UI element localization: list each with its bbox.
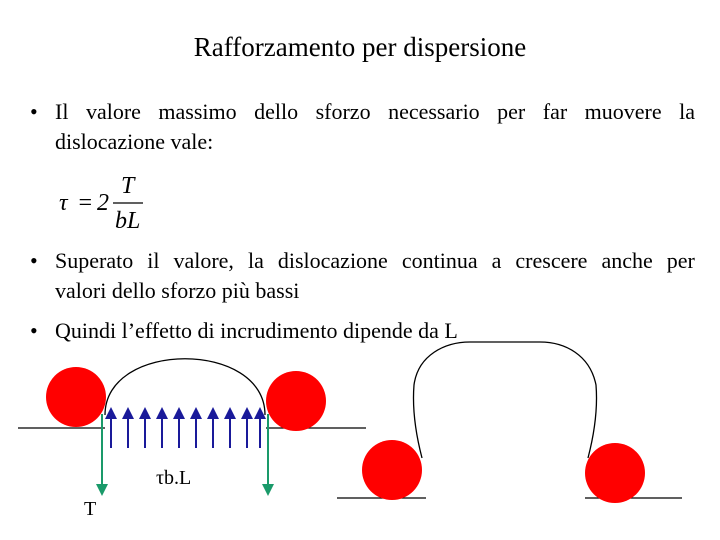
bullet-1-symbol: • xyxy=(30,99,38,124)
slide-title: Rafforzamento per dispersione xyxy=(193,32,527,62)
bullet-2-word: dislocazione xyxy=(277,248,388,273)
formula-denominator: bL xyxy=(115,208,141,234)
particle-left-2 xyxy=(266,371,326,431)
bullet-2-word: anche xyxy=(601,248,653,273)
bullet-2-word: crescere xyxy=(515,248,588,273)
bullet-2-word: il xyxy=(147,248,160,273)
bullet-2-symbol: • xyxy=(30,248,38,273)
bullet-1-word: per xyxy=(497,99,526,124)
force-arrows xyxy=(111,413,260,448)
bullet-1-word: far xyxy=(542,99,568,124)
bullet-2-word: Superato xyxy=(55,248,134,273)
bullet-2-word: la xyxy=(247,248,264,273)
bullet-2-word: a xyxy=(491,248,502,273)
bullet-1-word: la xyxy=(679,99,695,124)
bullet-1-word: necessario xyxy=(388,99,480,124)
particle-right-1 xyxy=(362,440,422,500)
label-tension-t: T xyxy=(84,498,97,520)
bullet-3-text: Quindi l’effetto di incrudimento dipende da L xyxy=(55,318,458,343)
label-tau-bl: τb.L xyxy=(156,467,192,489)
formula-numerator: T xyxy=(121,173,135,199)
formula-coefficient: 2 xyxy=(97,190,109,216)
dislocation-bow-left xyxy=(105,359,265,415)
bullet-1-word: muovere xyxy=(584,99,662,124)
dislocation-loop-right xyxy=(413,342,596,458)
particle-left-1 xyxy=(46,367,106,427)
bullet-1-word: valore xyxy=(85,99,141,124)
bullet-1-word: dello xyxy=(254,99,299,124)
bullet-2-word: continua xyxy=(401,248,478,273)
bullet-2-word: per xyxy=(666,248,695,273)
formula-equals: = xyxy=(77,190,94,216)
bullet-3-symbol: • xyxy=(30,318,38,343)
bullet-2-line-2: valori dello sforzo più bassi xyxy=(55,278,300,304)
bullet-2-word: valore, xyxy=(173,248,234,273)
particle-right-2 xyxy=(585,443,645,503)
bullet-1-word: Il xyxy=(55,99,69,124)
bullet-1-line-2: dislocazione vale: xyxy=(55,129,214,155)
formula-lhs: τ xyxy=(59,190,68,216)
bullet-1-word: massimo xyxy=(158,99,237,124)
bullet-1-word: sforzo xyxy=(315,99,371,124)
